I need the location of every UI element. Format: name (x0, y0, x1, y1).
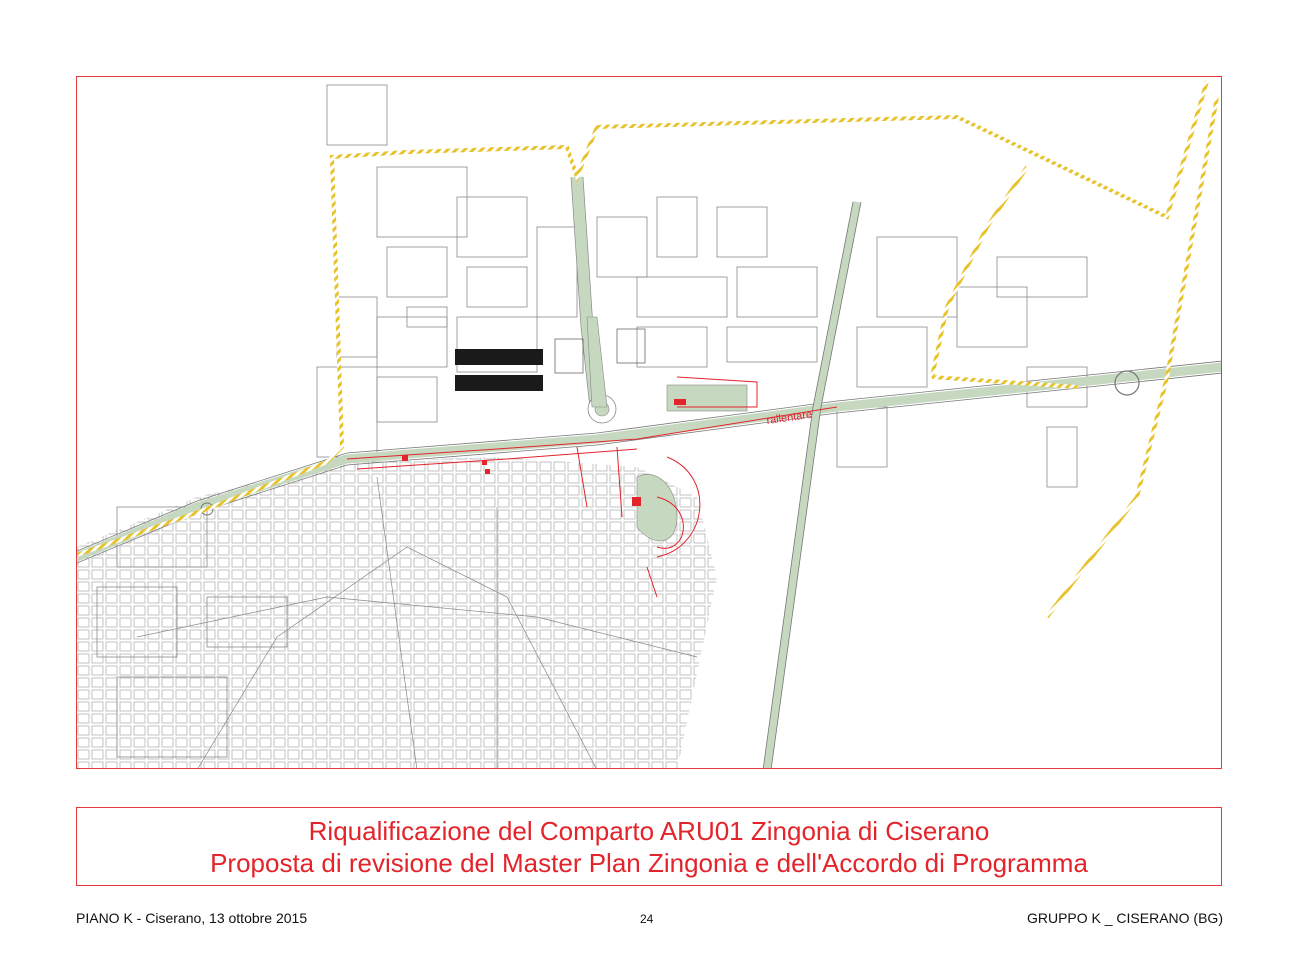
page-number: 24 (640, 912, 654, 926)
title-line-2: Proposta di revisione del Master Plan Zingonia e dell'Accordo di Programma (210, 848, 1088, 878)
railway (763, 202, 861, 769)
footer-left: PIANO K - Ciserano, 13 ottobre 2015 (76, 910, 308, 926)
rallentare-label: rallentare (765, 408, 813, 427)
footer-right: GRUPPO K _ CISERANO (BG) (1026, 910, 1223, 926)
new-buildings (455, 349, 543, 391)
title-line-1: Riqualificazione del Comparto ARU01 Zingonia di Ciserano (308, 816, 990, 846)
title-block (76, 807, 1222, 886)
map-drawing (77, 77, 1222, 769)
site-plan-map (76, 76, 1222, 769)
